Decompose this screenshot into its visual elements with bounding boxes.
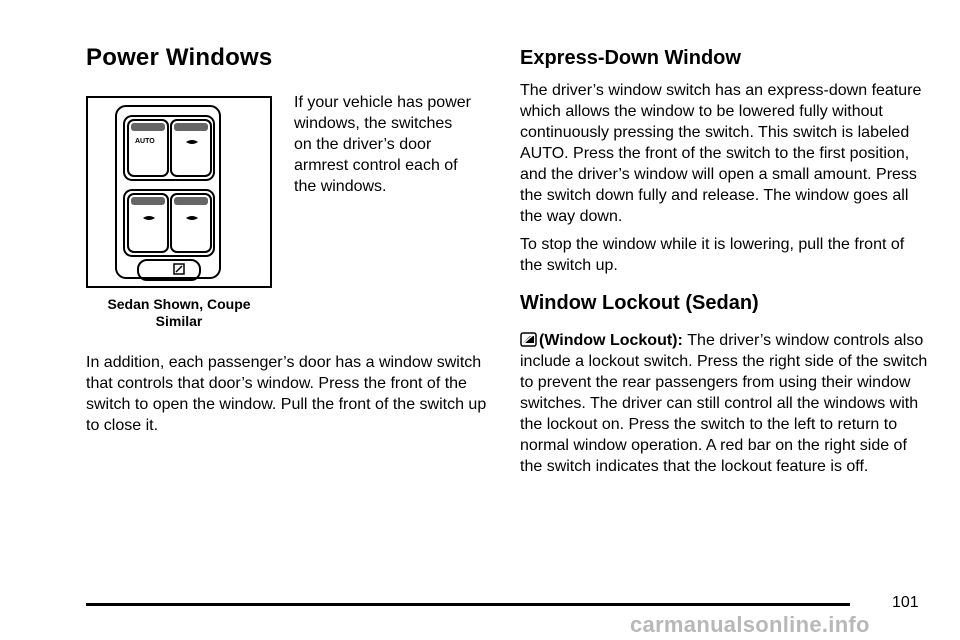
- intro-paragraph: If your vehicle has power windows, the switches on the driver’s door armrest control each of the windows.: [294, 94, 471, 195]
- site-watermark: carmanualsonline.info: [630, 612, 870, 637]
- window-lockout-term: (Window Lockout):: [539, 332, 683, 349]
- window-lockout-paragraph: [520, 330, 930, 477]
- passenger-switch-paragraph: In addition, each passenger’s door has a window switch that controls that door’s window. Press the front of the switch to open the window. Pull the front of the switch up to close it.: [86, 354, 487, 434]
- auto-label: AUTO: [135, 138, 155, 145]
- window-lockout-description: The driver’s window controls also include a lockout switch. Press the right side of the switch to prevent the rear passengers from using their window switches. The driver can still control all the windows with the lockout on. Press the switch to the left to return to normal window operation. A red bar on the right side of the switch indicates that the lockout feature is off.: [520, 332, 928, 475]
- window-switch-illustration: [86, 96, 272, 288]
- section-title-window-lockout: Window Lockout (Sedan): [520, 292, 759, 314]
- window-lockout-icon: [520, 332, 537, 347]
- section-title-express-down: Express-Down Window: [520, 47, 741, 69]
- section-title-power-windows: Power Windows: [86, 44, 273, 71]
- footer-divider: [86, 603, 850, 606]
- page-number: 101: [892, 594, 919, 611]
- stop-window-paragraph: To stop the window while it is lowering, pull the front of the switch up.: [520, 236, 905, 274]
- figure-caption: Sedan Shown, Coupe Similar: [107, 296, 251, 329]
- express-down-text: [520, 80, 930, 283]
- express-down-paragraph: The driver’s window switch has an express-down feature which allows the window to be lowered fully without continuously pressing the switch. This switch is labeled AUTO. Press the front of the switch to the first position, and the driver’s window will open a small amount. Press the switch down fully and release. The window goes all the way down.: [520, 82, 922, 225]
